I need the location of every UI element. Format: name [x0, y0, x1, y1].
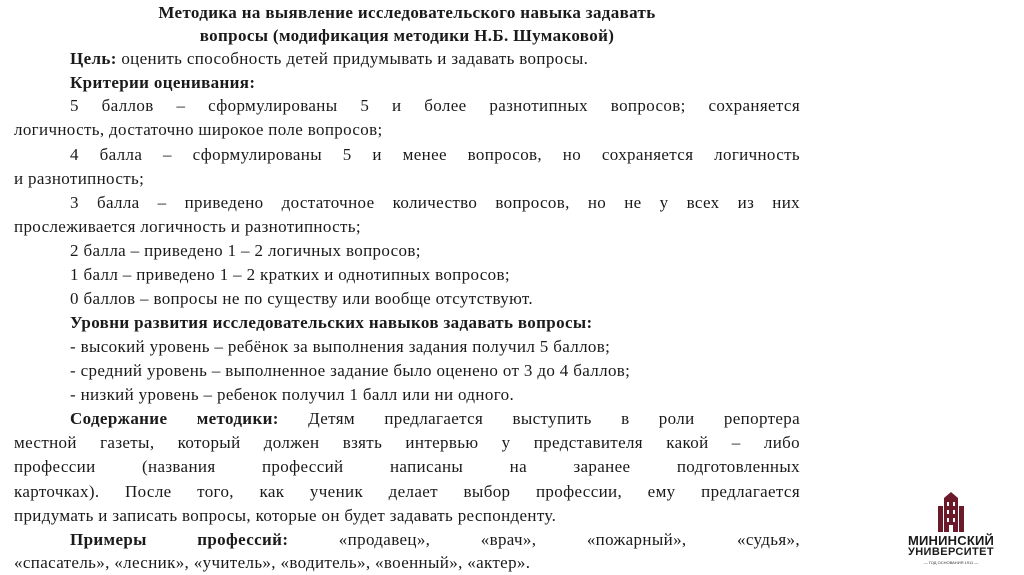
criteria-line: 5 баллов – сформулированы 5 и более разнотипных вопросов; сохраняется [70, 96, 800, 115]
examples-label: Примеры профессий: [70, 530, 289, 549]
criteria-line: 1 балл – приведено 1 – 2 кратких и однотипных вопросов; [70, 265, 510, 284]
content-line: местной газеты, который должен взять интервью у представителя какой – либо [14, 433, 800, 452]
content-line: карточках). После того, как ученик делает выбор профессии, ему предлагается [14, 482, 800, 501]
levels-heading: Уровни развития исследовательских навыков задавать вопросы: [70, 313, 593, 332]
goal-paragraph [70, 48, 800, 70]
criteria-line: 0 баллов – вопросы не по существу или вообще отсутствуют. [70, 289, 534, 308]
logo-name: МИНИНСКИЙ [907, 533, 995, 548]
goal-label: Цель: [70, 49, 117, 68]
content-line: профессии (названия профессий написаны на заранее подготовленных [14, 457, 800, 476]
content-text: Детям предлагается выступить в роли репортера [278, 409, 800, 428]
logo-founded: — ГОД ОСНОВАНИЯ 1911 — [923, 560, 979, 565]
content-label: Содержание методики: [70, 409, 279, 428]
examples-paragraph-first-line [70, 529, 800, 551]
document-title-line-2: вопросы (модификация методики Н.Б. Шумаковой) [199, 26, 615, 45]
tower-logo-icon [936, 492, 966, 534]
content-paragraph-first-line [70, 408, 800, 430]
criteria-line: прослеживается логичность и разнотипность; [14, 217, 361, 236]
level-item-high: - высокий уровень – ребёнок за выполнения задания получил 5 баллов; [70, 337, 611, 356]
document-title-line-1: Методика на выявление исследовательского навыка задавать [158, 3, 656, 22]
level-item-low: - низкий уровень – ребенок получил 1 балл или ни одного. [70, 385, 515, 404]
criteria-line: логичность, достаточно широкое поле вопросов; [14, 120, 383, 139]
level-item-medium: - средний уровень – выполненное задание было оценено от 3 до 4 баллов; [70, 361, 631, 380]
criteria-line: 3 балла – приведено достаточное количество вопросов, но не у всех из них [70, 193, 800, 212]
examples-text: «продавец», «врач», «пожарный», «судья», [288, 530, 800, 549]
logo-subtitle: УНИВЕРСИТЕТ [907, 546, 995, 558]
criteria-line: 2 балла – приведено 1 – 2 логичных вопросов; [70, 241, 421, 260]
criteria-line: 4 балла – сформулированы 5 и менее вопросов, но сохраняется логичность [70, 145, 800, 164]
content-line: придумать и записать вопросы, которые он будет задавать респонденту. [14, 506, 557, 525]
criteria-heading: Критерии оценивания: [70, 73, 256, 92]
goal-text: оценить способность детей придумывать и задавать вопросы. [116, 49, 589, 68]
examples-line: «спасатель», «лесник», «учитель», «водитель», «военный», «актер». [14, 553, 531, 572]
university-logo [888, 492, 1018, 572]
criteria-line: и разнотипность; [14, 169, 145, 188]
